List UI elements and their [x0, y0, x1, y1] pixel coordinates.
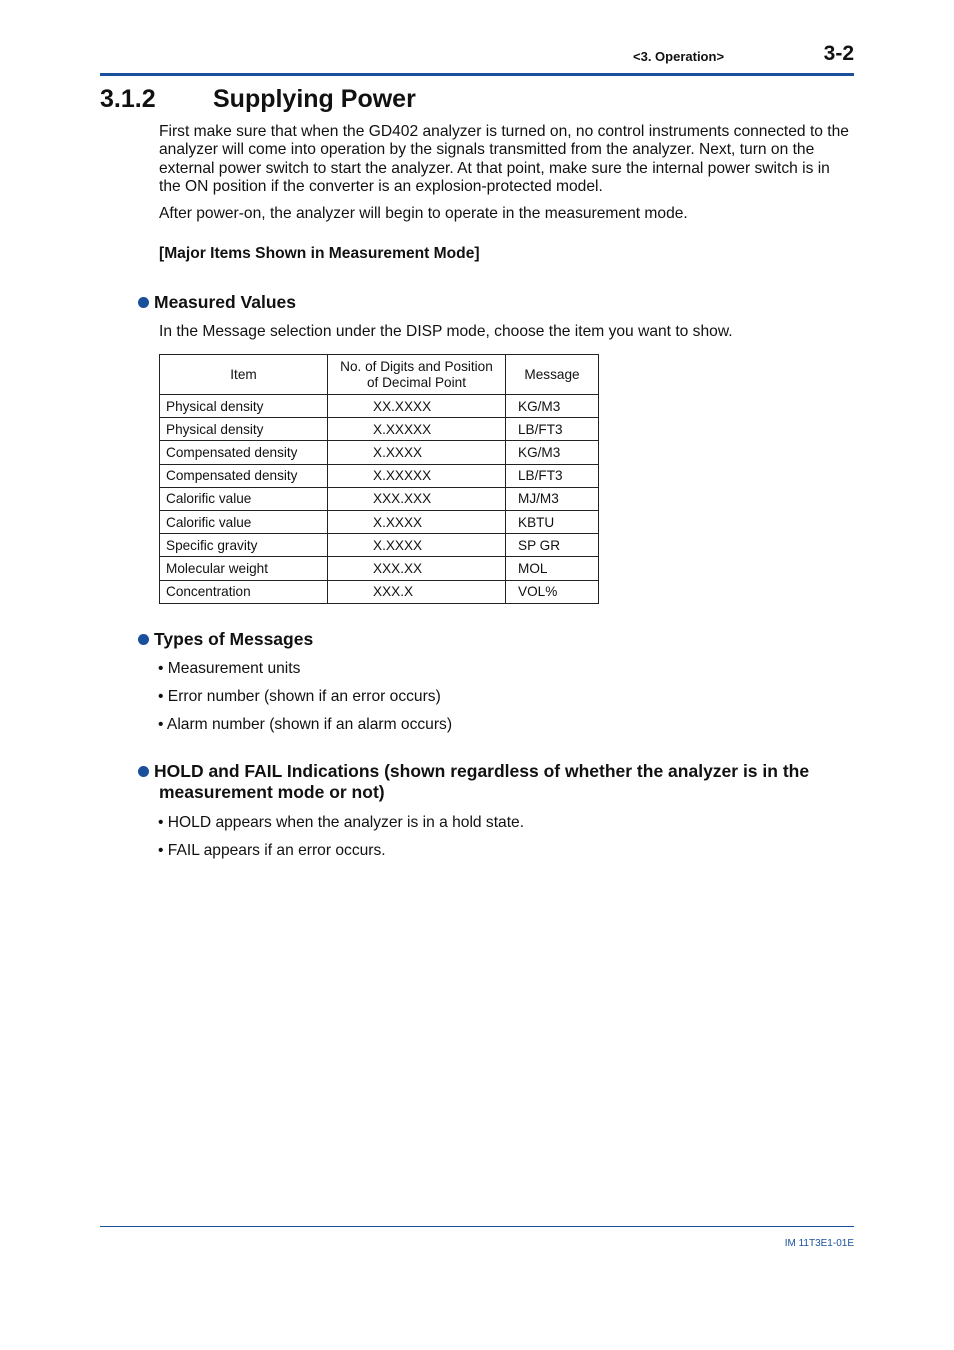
table-cell-message: KG/M3	[506, 395, 599, 418]
hold-fail-heading-line2: measurement mode or not)	[159, 782, 385, 802]
intro-paragraph: First make sure that when the GD402 analyzer is turned on, no control instruments connected to the analyzer will come into operation by the signals transmitted from the analyzer. Next, turn on the external power switch to start the analyzer. At that point, make sure the internal power switch is in the ON position if the converter is an explosion-protected model.	[159, 123, 849, 195]
list-item: • Measurement units	[158, 660, 301, 677]
table-cell-digits: X.XXXXX	[328, 418, 506, 441]
hold-fail-heading-line1: HOLD and FAIL Indications (shown regardless of whether the analyzer is in the	[154, 761, 810, 781]
table-cell-message: KBTU	[506, 510, 599, 533]
table-cell-item: Calorific value	[160, 487, 328, 510]
table-cell-message: KG/M3	[506, 441, 599, 464]
list-item: • HOLD appears when the analyzer is in a hold state.	[158, 814, 525, 831]
chapter-label: <3. Operation>	[633, 49, 725, 64]
table-cell-message: MOL	[506, 557, 599, 580]
power-on-paragraph: After power-on, the analyzer will begin to operate in the measurement mode.	[159, 205, 688, 222]
table-cell-digits: X.XXXX	[328, 534, 506, 557]
table-row	[160, 464, 599, 487]
table-header-message: Message	[506, 355, 599, 395]
table-cell-item: Concentration	[160, 580, 328, 603]
table-cell-item: Compensated density	[160, 441, 328, 464]
document-number: IM 11T3E1-01E	[784, 1238, 854, 1249]
major-items-subheading: [Major Items Shown in Measurement Mode]	[159, 245, 480, 262]
types-of-messages-heading	[138, 629, 313, 650]
table-row	[160, 557, 599, 580]
bullet-dot-icon	[138, 766, 149, 777]
list-item: • Error number (shown if an error occurs)	[158, 688, 441, 705]
table-row	[160, 441, 599, 464]
section-title: Supplying Power	[213, 85, 416, 113]
table-row	[160, 534, 599, 557]
table-cell-item: Physical density	[160, 418, 328, 441]
table-cell-digits: X.XXXXX	[328, 464, 506, 487]
table-header-digits	[328, 355, 506, 395]
table-cell-digits: X.XXXX	[328, 441, 506, 464]
list-item: • FAIL appears if an error occurs.	[158, 842, 386, 859]
table-body	[160, 395, 599, 604]
types-of-messages-heading-text: Types of Messages	[154, 629, 314, 649]
table-cell-item: Molecular weight	[160, 557, 328, 580]
table-cell-digits: XXX.XX	[328, 557, 506, 580]
table-cell-digits: XX.XXXX	[328, 395, 506, 418]
table-header-row	[160, 355, 599, 395]
page-number: 3-2	[823, 42, 854, 65]
footer-rule	[100, 1226, 854, 1227]
bullet-dot-icon	[138, 634, 149, 645]
table-cell-message: VOL%	[506, 580, 599, 603]
table-header-digits-text: No. of Digits and Position of Decimal Point	[340, 358, 493, 390]
table-row	[160, 487, 599, 510]
table-cell-digits: XXX.XXX	[328, 487, 506, 510]
table-cell-message: LB/FT3	[506, 418, 599, 441]
table-cell-item: Compensated density	[160, 464, 328, 487]
measured-values-heading	[138, 292, 296, 313]
list-item: • Alarm number (shown if an alarm occurs)	[158, 716, 453, 733]
table-row	[160, 395, 599, 418]
table-cell-item: Calorific value	[160, 510, 328, 533]
table-row	[160, 418, 599, 441]
table-row	[160, 510, 599, 533]
section-number: 3.1.2	[100, 85, 156, 113]
table-cell-message: MJ/M3	[506, 487, 599, 510]
table-row	[160, 580, 599, 603]
table-cell-digits: XXX.X	[328, 580, 506, 603]
table-cell-digits: X.XXXX	[328, 510, 506, 533]
table-cell-message: SP GR	[506, 534, 599, 557]
hold-fail-list	[158, 814, 524, 870]
measured-values-description: In the Message selection under the DISP mode, choose the item you want to show.	[159, 323, 733, 340]
measured-values-heading-text: Measured Values	[154, 292, 297, 312]
types-of-messages-list	[158, 660, 452, 744]
measured-values-table	[159, 354, 599, 604]
table-cell-message: LB/FT3	[506, 464, 599, 487]
table-cell-item: Physical density	[160, 395, 328, 418]
header-rule	[100, 73, 854, 76]
bullet-dot-icon	[138, 297, 149, 308]
table-header-item: Item	[160, 355, 328, 395]
hold-fail-heading	[138, 761, 854, 803]
table-cell-item: Specific gravity	[160, 534, 328, 557]
